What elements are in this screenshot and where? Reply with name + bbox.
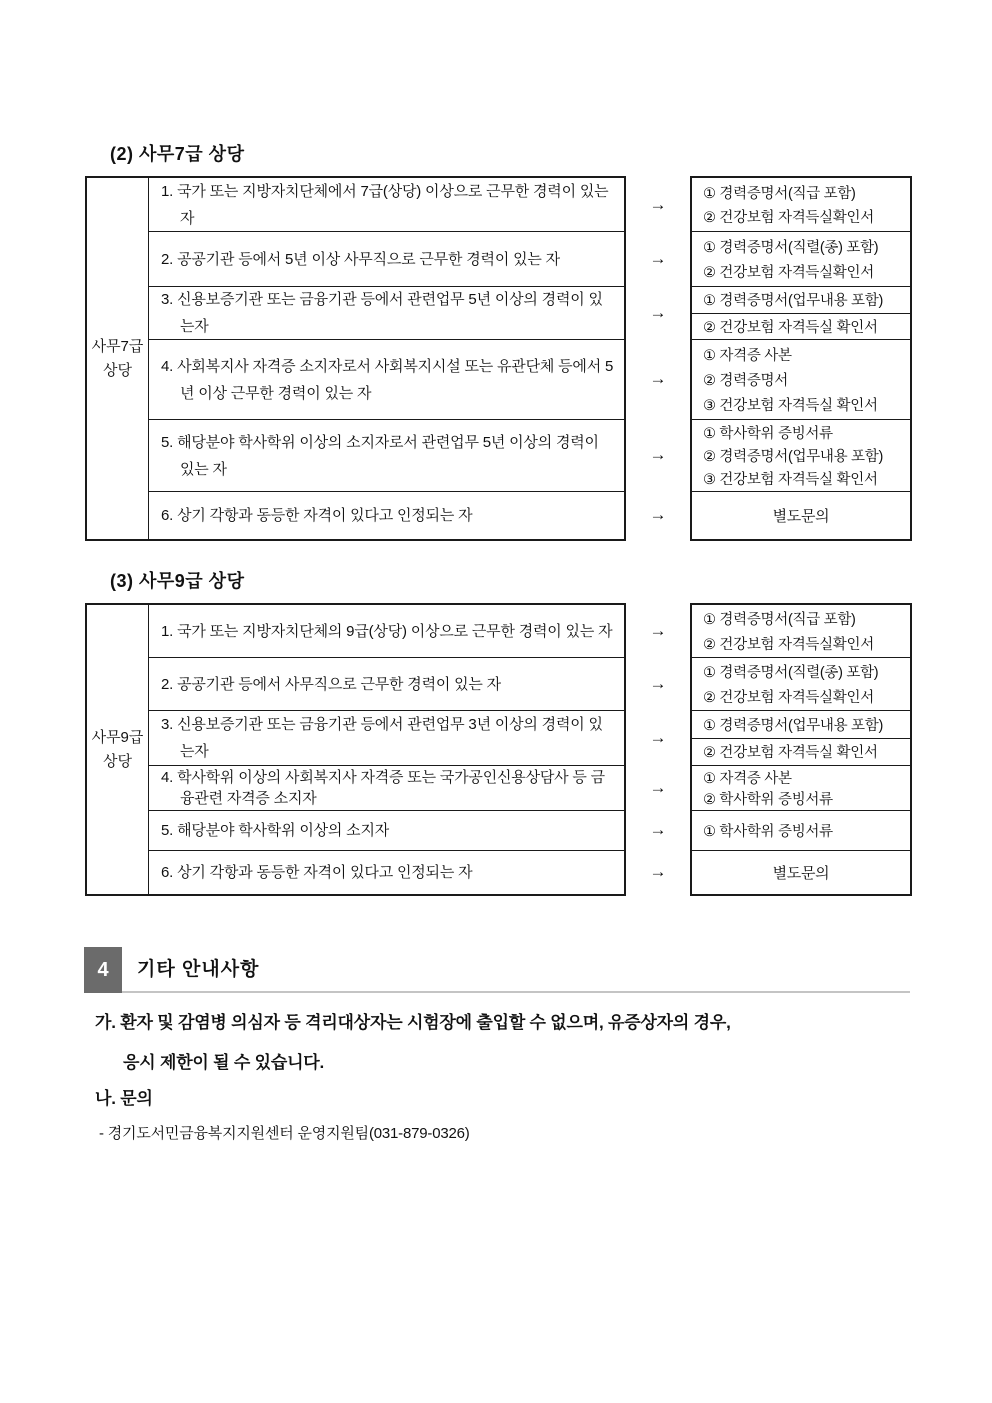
criteria-cell: 4. 학사학위 이상의 사회복지사 자격증 또는 국가공인신용상담사 등 금융관련 자격증 소지자 bbox=[149, 765, 624, 810]
criteria-cell: 5. 해당분야 학사학위 이상의 소지자 bbox=[149, 810, 624, 850]
row-header-cell bbox=[87, 178, 149, 539]
doc-line: ② 건강보험 자격득실확인서 bbox=[703, 636, 874, 653]
criteria-cell: 5. 해당분야 학사학위 이상의 소지자로서 관련업무 5년 이상의 경력이 있는 자 bbox=[149, 419, 624, 491]
docs-cell bbox=[692, 419, 910, 491]
doc-line: ① 학사학위 증빙서류 bbox=[703, 426, 833, 442]
docs-cell bbox=[692, 605, 910, 657]
doc-line: ① 경력증명서(직렬(종) 포함) bbox=[703, 240, 879, 256]
criteria-cell: 2. 공공기관 등에서 사무직으로 근무한 경력이 있는 자 bbox=[149, 657, 624, 710]
criteria-cell: 3. 신용보증기관 또는 금융기관 등에서 관련업무 5년 이상의 경력이 있는자 bbox=[149, 286, 624, 339]
doc-line: ② 건강보험 자격득실확인서 bbox=[703, 689, 874, 706]
criteria-column bbox=[149, 605, 624, 894]
arrow-icon: → bbox=[649, 621, 667, 640]
criteria-cell: 6. 상기 각항과 동등한 자격이 있다고 인정되는 자 bbox=[149, 491, 624, 539]
docs-cell bbox=[692, 178, 910, 231]
row-header-line1: 사무7급 bbox=[91, 337, 144, 355]
row-header-line1: 사무9급 bbox=[91, 728, 144, 746]
doc-line: ③ 건강보험 자격득실 확인서 bbox=[703, 398, 878, 414]
doc-line: ① 자격증 사본 bbox=[703, 770, 792, 787]
doc-line: ① 경력증명서(업무내용 포함) bbox=[703, 717, 883, 734]
qual-table-grade7 bbox=[85, 176, 912, 541]
note-ga-line1: 가. 환자 및 감염병 의심자 등 격리대상자는 시험장에 출입할 수 없으며, 유증상자의 경우, bbox=[95, 1013, 731, 1032]
doc-line: ① 학사학위 증빙서류 bbox=[703, 824, 833, 840]
doc-line: ① 자격증 사본 bbox=[703, 348, 792, 364]
doc-line: ② 경력증명서(업무내용 포함) bbox=[703, 449, 883, 465]
doc-line: ① 경력증명서(업무내용 포함) bbox=[703, 293, 883, 310]
docs-cell bbox=[692, 765, 910, 810]
doc-line: ③ 건강보험 자격득실 확인서 bbox=[703, 472, 878, 488]
arrow-icon: → bbox=[649, 248, 667, 268]
qual-table-grade9 bbox=[85, 603, 912, 896]
arrow-column bbox=[626, 176, 690, 539]
arrow-icon: → bbox=[649, 727, 667, 747]
arrow-column bbox=[626, 603, 690, 894]
doc-line: ② 건강보험 자격득실 확인서 bbox=[703, 745, 878, 762]
doc-line: ② 건강보험 자격득실확인서 bbox=[703, 265, 874, 281]
docs-cell bbox=[692, 339, 910, 419]
arrow-icon: → bbox=[649, 673, 667, 693]
docs-cell bbox=[692, 710, 910, 765]
row-header-cell bbox=[87, 605, 149, 894]
arrow-icon: → bbox=[649, 369, 667, 388]
criteria-cell: 3. 신용보증기관 또는 금융기관 등에서 관련업무 3년 이상의 경력이 있는자 bbox=[149, 710, 624, 765]
doc-line: ② 경력증명서 bbox=[703, 373, 788, 389]
section-heading-grade9: (3) 사무9급 상당 bbox=[110, 571, 245, 591]
doc-line: 별도문의 bbox=[772, 508, 830, 525]
doc-line: ② 학사학위 증빙서류 bbox=[703, 792, 833, 809]
criteria-cell: 1. 국가 또는 지방자치단체의 9급(상당) 이상으로 근무한 경력이 있는 자 bbox=[161, 622, 613, 640]
doc-line: 별도문의 bbox=[772, 865, 830, 882]
documents-table bbox=[690, 603, 912, 896]
row-header-line2: 상당 bbox=[103, 752, 132, 770]
row-header-line2: 상당 bbox=[103, 361, 132, 379]
documents-table bbox=[690, 176, 912, 541]
criteria-cell: 6. 상기 각항과 동등한 자격이 있다고 인정되는 자 bbox=[149, 850, 624, 894]
contact-line: - 경기도서민금융복지지원센터 운영지원팀(031-879-0326) bbox=[99, 1125, 470, 1142]
doc-line: ② 건강보험 자격득실 확인서 bbox=[703, 319, 878, 336]
docs-cell bbox=[692, 850, 910, 894]
docs-cell bbox=[692, 810, 910, 850]
section-number-badge: 4 bbox=[84, 947, 122, 993]
section4-header bbox=[84, 947, 910, 993]
arrow-icon: → bbox=[649, 302, 667, 322]
docs-cell bbox=[692, 491, 910, 539]
arrow-icon: → bbox=[649, 777, 667, 797]
arrow-icon: → bbox=[649, 862, 667, 881]
criteria-table bbox=[85, 603, 626, 896]
criteria-cell: 4. 사회복지사 자격증 소지자로서 사회복지시설 또는 유관단체 등에서 5년 이상 근무한 경력이 있는 자 bbox=[149, 339, 624, 419]
doc-line: ① 경력증명서(직렬(종) 포함) bbox=[703, 665, 879, 682]
criteria-table bbox=[85, 176, 626, 541]
arrow-icon: → bbox=[649, 445, 667, 464]
note-ga-line2: 응시 제한이 될 수 있습니다. bbox=[123, 1053, 325, 1072]
doc-line: ② 건강보험 자격득실확인서 bbox=[703, 210, 874, 227]
criteria-cell: 1. 국가 또는 지방자치단체에서 7급(상당) 이상으로 근무한 경력이 있는 자 bbox=[161, 182, 609, 227]
section-heading-grade7: (2) 사무7급 상당 bbox=[110, 144, 245, 164]
arrow-icon: → bbox=[649, 505, 667, 524]
docs-cell bbox=[692, 657, 910, 710]
section4-title: 기타 안내사항 bbox=[137, 959, 260, 980]
docs-cell bbox=[692, 231, 910, 286]
criteria-cell: 2. 공공기관 등에서 5년 이상 사무직으로 근무한 경력이 있는 자 bbox=[149, 231, 624, 286]
arrow-icon: → bbox=[649, 194, 667, 214]
doc-line: ① 경력증명서(직급 포함) bbox=[703, 612, 856, 629]
doc-line: ① 경력증명서(직급 포함) bbox=[703, 185, 856, 202]
arrow-icon: → bbox=[649, 820, 667, 839]
note-na: 나. 문의 bbox=[95, 1089, 153, 1108]
docs-cell bbox=[692, 286, 910, 339]
criteria-column bbox=[149, 178, 624, 539]
